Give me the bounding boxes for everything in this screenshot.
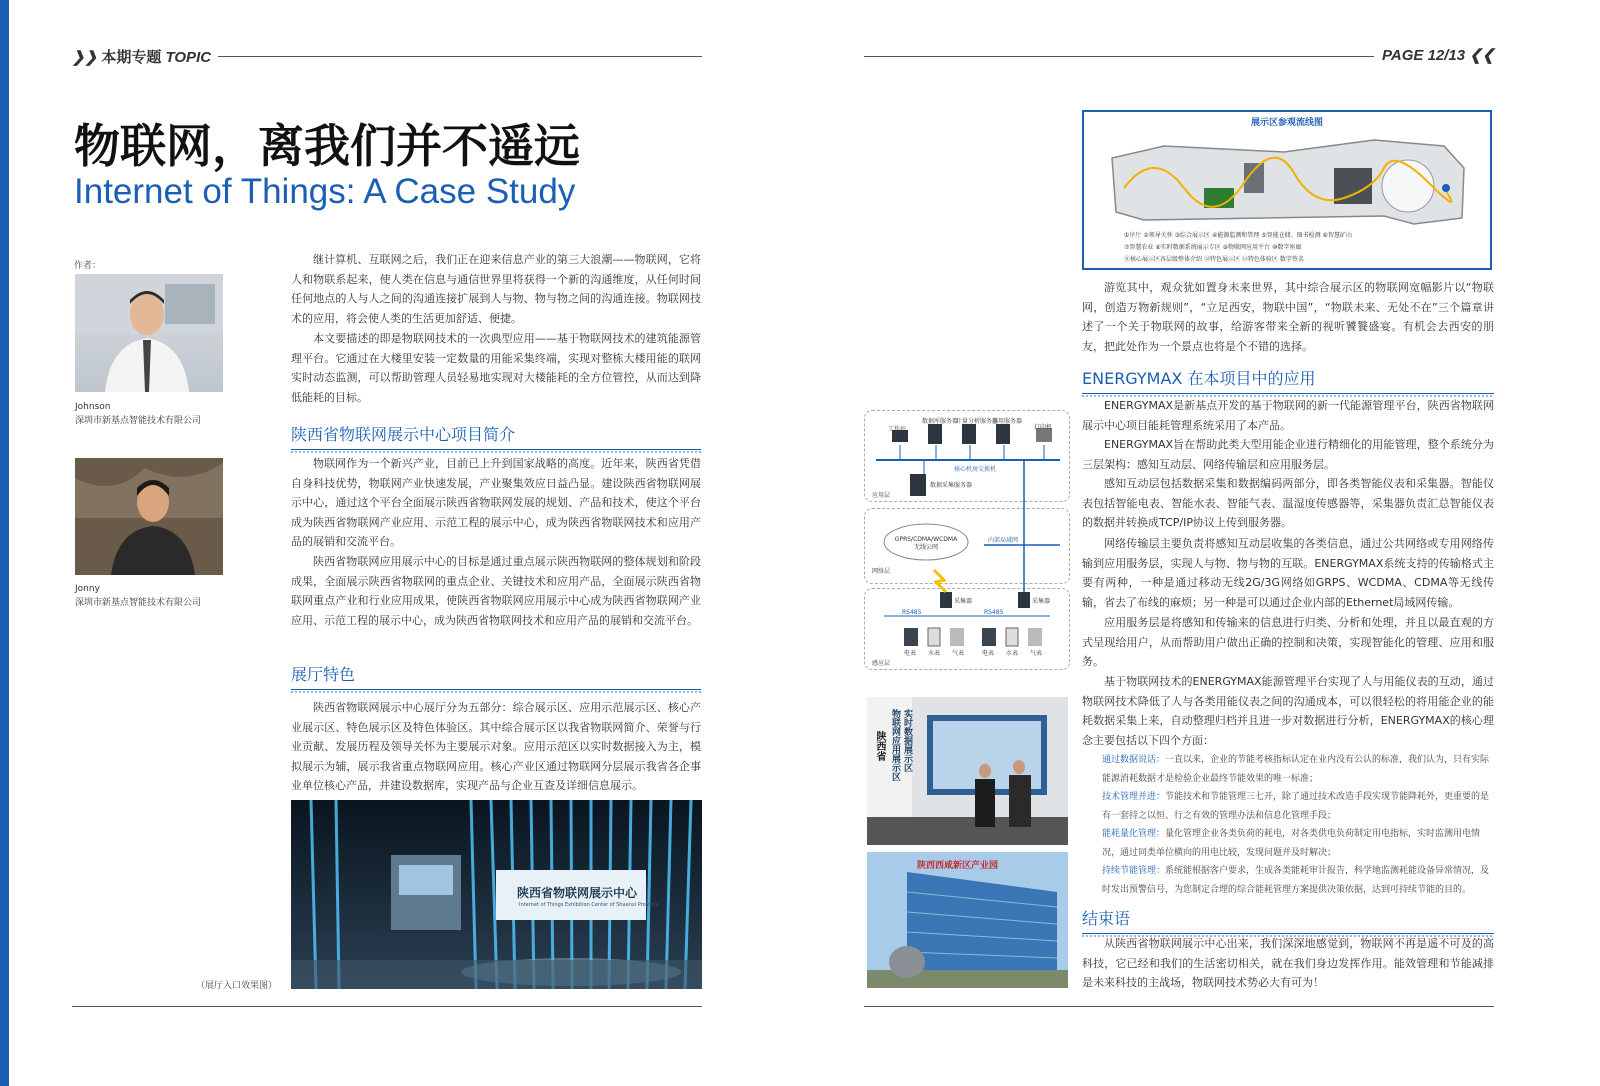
header-right [1382,46,1494,64]
core-concept-1 [1102,751,1494,788]
core-concept-2 [1102,788,1494,825]
page-numbers: 12/13 [1427,47,1466,64]
legend-item: ④能源监测和管理 [1211,232,1260,239]
rs485-label-2: RS485 [984,609,1004,616]
meter-water-label: 水表 [928,650,941,657]
intro-paragraph-1: 继计算机、互联网之后，我们正在迎来信息产业的第三大浪潮——物联网，它将人和物联系起来，使人类在信息与通信世界里将获得一个新的沟通维度，从任何时间任何地点的人与人之间的沟通连接扩展到人与物、物与物之间的沟通连接。物联网技术的应用，将会使人类的生活更加舒适、便捷。 [291,253,701,325]
double-chevron-icon: ❯❯ [72,49,98,66]
node-printer: 打印机 [1034,424,1053,431]
author-company: 深圳市新基点智能技术有限公司 [75,598,202,608]
legend-item: ⑨物联网应用平台 [1222,244,1271,251]
wireless-network-label: GPRS/CDMA/WCDMA 无线公网 [894,536,958,551]
legend-item: ⑪核心展示区各层级整体介绍 [1124,256,1203,263]
legend-item: ⑧实时数据系统展示专区 [1155,244,1221,251]
exhibition-visit-photo [867,697,1068,845]
conclusion-paragraph: 从陕西省物联网展示中心出来，我们深深地感觉到，物联网不再是遥不可及的高科技，它已经和我们的生活密切相关，就在我们身边发挥作用。能效管理和节能减排是未来科技的主战场，物联网技术势必大有可为！ [1082,937,1494,989]
intro-paragraph-2: 本文要描述的即是物联网技术的一次典型应用——基于物联网技术的建筑能源管理平台。它通过在大楼里安装一定数量的用能采集终端，实现对整栋大楼用能的联网实时动态监测，可以帮助管理人员轻易地实现对大楼能耗的全方位管控，从而达到降低能耗的目标。 [291,332,701,404]
photo-sign-realtime: 实时数据展示区 [902,709,912,772]
legend-item: ②领导关怀 [1143,232,1173,239]
industrial-park-building-photo [867,852,1068,988]
section-title: ENERGYMAX 在本项目中的应用 [1082,369,1316,388]
meter-water-label: 水表 [1006,650,1019,657]
sensing-layer-label: 感应层 [872,660,891,667]
article-title: 物联网，离我们并不遥远 [74,119,580,173]
author-company: 深圳市新基点智能技术有限公司 [75,416,202,426]
section-title: 结束语 [1082,909,1131,928]
section-title: 陕西省物联网展示中心项目简介 [291,425,516,444]
project-paragraph-1: 物联网作为一个新兴产业，目前已上升到国家战略的高度。近年来，陕西省凭借自身科技优势，物联网产业快速发展，产业聚集效应日益凸显。建设陕西省物联网展示中心，通过这个平台全面展示陕西省物联网发展的规划、产品和技术，使这个平台成为陕西省物联网产业应用、示范工程的展示中心，成为陕西省物联网技术和应用产品的展销和交流平台。 [291,457,701,548]
concept-text: 量化管理企业各类负荷的耗电，对各类供电负荷制定用电指标，实时监测用电情况，通过同类单位横向的用电比较，发现问题并及时解决； [1102,829,1481,858]
figure-caption: （展厅入口效果图） [196,981,278,991]
author-label: 作者： [74,261,102,271]
core-switch-label: 核心机房交换机 [954,466,997,473]
article-subtitle: Internet of Things: A Case Study [74,172,576,211]
node-metering-server: 计量分析服务器 [956,418,999,425]
photo-sign-application: 物联网应用展示区 [890,709,900,781]
concept-key: 能耗量化管理： [1102,829,1166,839]
author-caption-johnson [75,400,201,428]
map-title: 展示区参观流线图 [1250,118,1323,128]
legend-item: 数字签名 [1279,256,1304,263]
hall-sign: 陕西省物联网展示中心 [517,886,638,900]
visit-paragraph: 游览其中，观众犹如置身未来世界，其中综合展示区的物联网宽幅影片以“物联网，创造万物新规则”，“立足西安，物联中国”，“物联未来、无处不在”三个篇章讲述了一个关于物联网的故事，给游客带来全新的视听饕餮盛宴。有机会去西安的朋友，把此处作为一个景点也将是个不错的选择。 [1082,281,1494,353]
legend-item: ⑫特色展示区 [1203,256,1240,263]
legend-item: ⑩数字座廊 [1271,244,1302,251]
concept-key: 技术管理并进： [1102,792,1166,802]
legend-item: ①序厅 [1124,232,1142,239]
node-db-server: 数据库服务器 [922,418,959,425]
energymax-paragraph-3: 感知互动层包括数据采集和数据编码两部分，即各类智能仪表和采集器。智能仪表包括智能电表、智能水表、智能气表、温湿度传感器等，采集器负责汇总智能仪表的数据并转换成TCP/IP协议上传到服务器。 [1082,477,1494,529]
system-architecture-diagram [864,410,1070,672]
hall-paragraph: 陕西省物联网展示中心展厅分为五部分：综合展示区、应用示范展示区、核心产业展示区、特色展示区及特色体验区。其中综合展示区以我省物联网简介、荣誉与行业贡献、发展历程及领导关怀为主要展示对象。应用示范区以实时数据接入为主，模拟展示为辅，展示我省重点物联网应用。核心产业区通过物联网分层展示我省各企事业单位核心产品，并建设数据库，实现产品与企业互查及详细信息展示。 [291,701,701,792]
meter-electric-label: 电表 [904,650,917,657]
collector-label-1: 采集器 [954,598,973,605]
node-workstation: 工作站 [888,426,907,433]
node-app-server: 应用服务器 [992,418,1023,425]
building-sign: 陕西西咸新区产业园 [917,861,999,871]
page-edge-bar [0,0,9,1086]
section-heading-hall-features [291,662,701,690]
hall-sign-en: Internet of Things Exhibition Center of Shaanxi Province [519,902,660,908]
core-concept-3 [1102,825,1494,862]
meter-gas-label: 气表 [1030,650,1043,657]
legend-item: ⑥智慧矿山 [1322,232,1352,239]
project-paragraph-2: 陕西省物联网应用展示中心的目标是通过重点展示陕西物联网的整体规划和阶段成果，全面展示陕西省物联网的重点企业、关键技术和应用产品，全面展示陕西省物联网重点产业和行业应用成果，使陕西省物联网应用展示中心成为陕西省物联网产业应用、示范工程的展示中心，成为陕西省物联网技术和应用产品的展销和交流平台。 [291,555,701,627]
author-photo-jonny [75,458,223,575]
header-topic: TOPIC [165,49,212,66]
concept-text: 一直以来，企业的节能考核指标认定在业内没有公认的标准，我们认为，只有实际能源消耗数据才是检验企业最终节能效果的唯一标准； [1102,755,1490,784]
header-left [72,46,211,67]
rs485-label-1: RS485 [902,609,922,616]
concept-text: 节能技术和节能管理三七开，除了通过技术改造手段实现节能降耗外，更重要的是有一套持之以恒、行之有效的管理办法和信息化管理手段； [1102,792,1490,821]
page-label: PAGE [1382,47,1424,64]
legend-item: ⑦智慧农业 [1124,244,1154,251]
lan-label: 内部局域网 [988,537,1019,544]
section-heading-energymax [1082,366,1494,394]
author-caption-jonny [75,582,201,610]
energymax-paragraph-4: 网络传输层主要负责将感知互动层收集的各类信息，通过公共网络或专用网络传输到应用服务层，实现人与物、物与物的互联。ENERGYMAX系统支持的传输格式主要有两种，一种是通过移动无线2G/3G网络如GRPS、WCDMA、CDMA等无线传输，省去了布线的麻烦；另一种是可以通过企业内部的Ethernet局域网传输。 [1082,537,1494,609]
collector-label-2: 采集器 [1032,598,1051,605]
section-heading-project-intro [291,422,701,450]
photo-sign-province: 陕西省 [874,731,885,761]
concept-key: 持续节能管理： [1102,866,1166,876]
footer-rule-left [72,1006,702,1007]
author-name: Johnson [75,402,111,412]
energymax-paragraph-1: ENERGYMAX是新基点开发的基于物联网的新一代能源管理平台，陕西省物联网展示中心项目能耗管理系统采用了本产品。 [1082,399,1494,432]
concept-key: 通过数据说话： [1102,755,1166,765]
header-rule-left [218,56,702,57]
energymax-paragraph-2: ENERGYMAX旨在帮助此类大型用能企业进行精细化的用能管理，整个系统分为三层架构：感知互动层、网络传输层和应用服务层。 [1082,438,1494,471]
energymax-paragraph-5: 应用服务层是将感知和传输来的信息进行归类、分析和处理，并且以最直观的方式呈现给用户，从而帮助用户做出正确的控制和决策，实现智能化的管理、应用和服务。 [1082,616,1494,668]
section-title: 展厅特色 [291,665,356,684]
footer-rule-right [864,1006,1494,1007]
author-name: Jonny [75,584,100,594]
header-section-label: 本期专题 [101,49,162,66]
double-chevron-left-icon: ❮❮ [1469,47,1495,64]
section-heading-conclusion [1082,906,1494,934]
legend-item: ⑬特色体验区 [1241,256,1278,263]
network-layer-label: 网络层 [872,568,891,575]
application-layer-label: 应用层 [872,492,891,499]
concept-text: 系统能根据客户要求，生成各类能耗审计报告，科学地监测耗能设备异常情况，及时发出预警信号，为您制定合理的综合能耗管理方案提供决策依据，达到可持续节能的目的。 [1102,866,1490,895]
map-legend [1124,230,1464,266]
header-rule-right [864,56,1374,57]
legend-item: ⑤智能仓储、图书检测 [1261,232,1321,239]
meter-gas-label: 气表 [952,650,965,657]
core-concept-4 [1102,862,1494,899]
meter-electric-label: 电表 [982,650,995,657]
legend-item: ③综合展示区 [1174,232,1211,239]
author-photo-johnson [75,274,223,392]
collect-server-label: 数据采集服务器 [930,482,973,489]
energymax-paragraph-6: 基于物联网技术的ENERGYMAX能源管理平台实现了人与用能仪表的互动，通过物联网技术降低了人与各类用能仪表之间的沟通成本，可以很轻松的将用能企业的能耗数据采集上来，自动整理归档并且进一步对数据进行分析，ENERGYMAX的核心理念主要包括以下四个方面： [1082,675,1494,747]
exhibition-route-map [1082,110,1492,270]
hall-entrance-rendering [291,800,702,989]
